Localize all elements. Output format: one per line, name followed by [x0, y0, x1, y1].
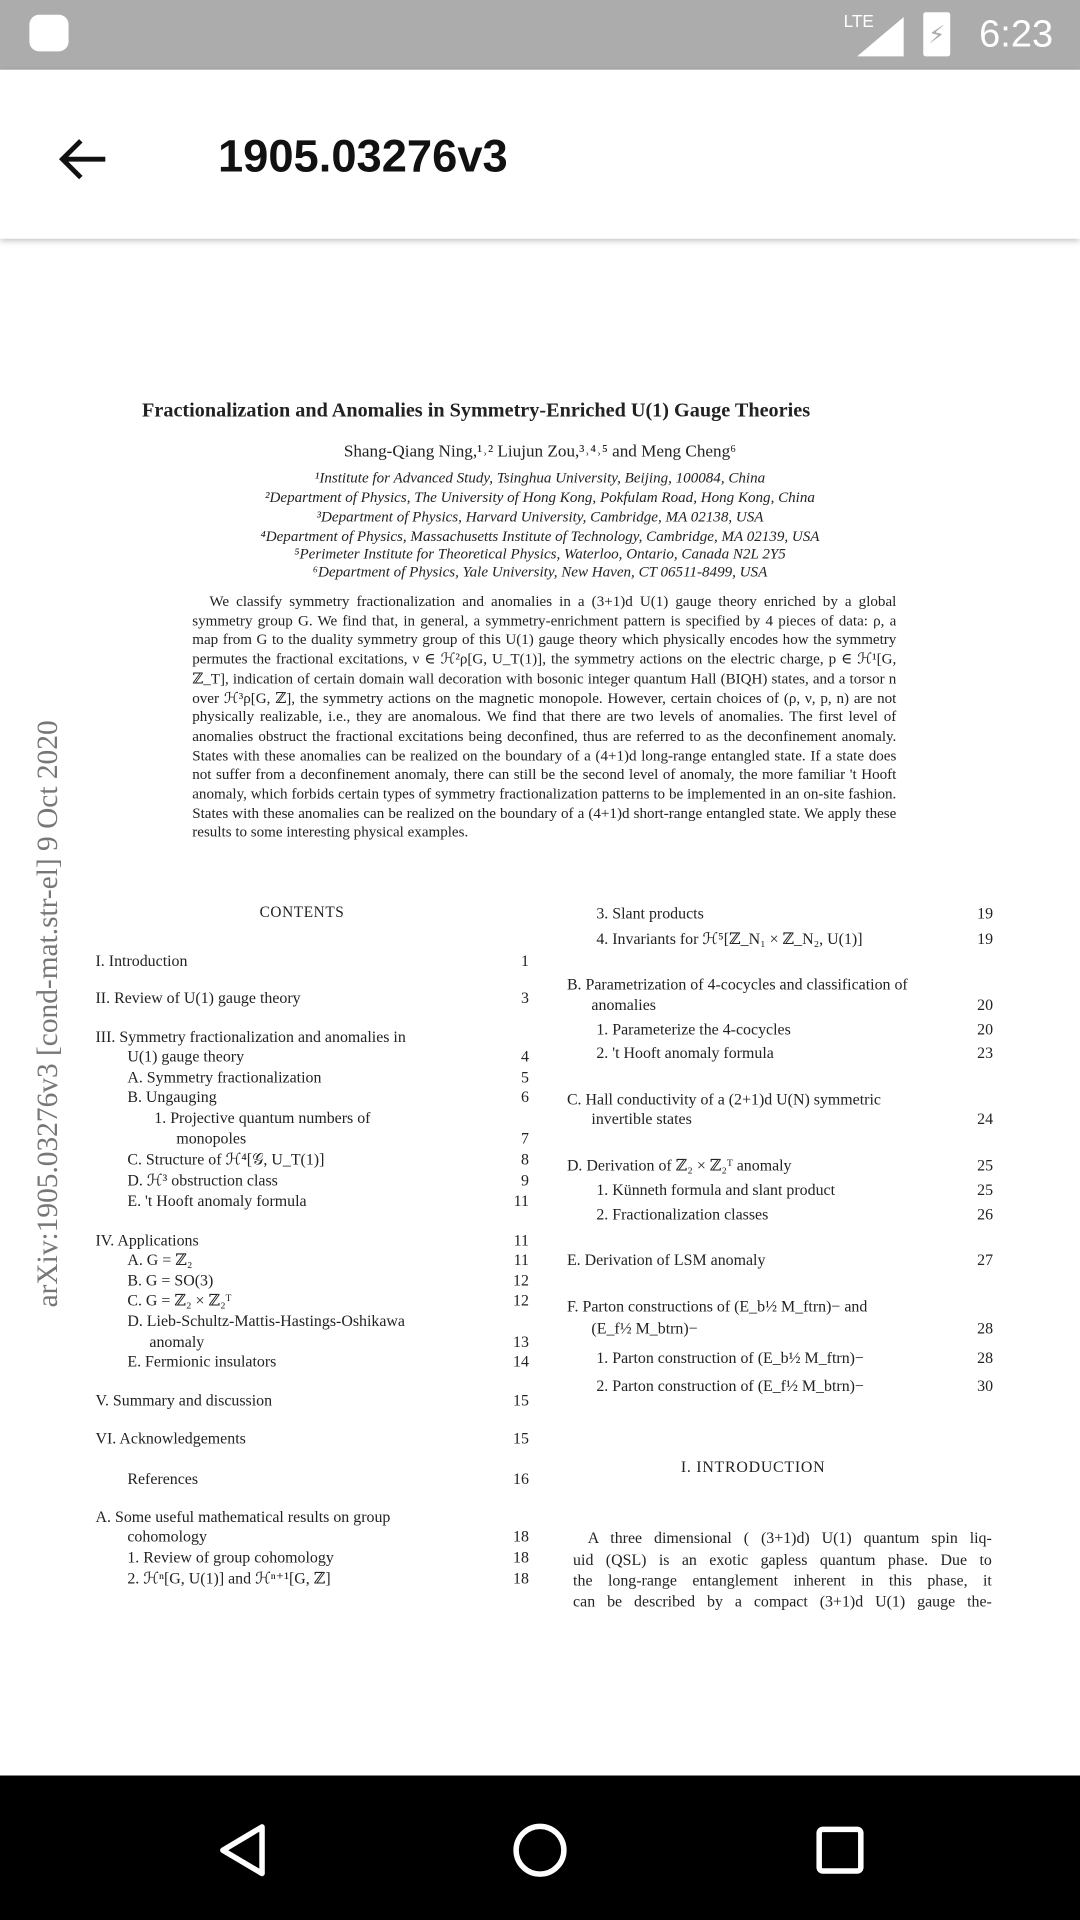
android-notification-icon [29, 15, 68, 52]
toc-entry[interactable]: V. Summary and discussion [95, 1391, 273, 1410]
toc-page: 15 [513, 1428, 529, 1448]
toc-page: 3 [521, 988, 529, 1007]
section-heading-introduction: I. INTRODUCTION [680, 1457, 826, 1476]
toc-entry-cont[interactable]: invertible states [591, 1109, 692, 1128]
back-arrow-icon[interactable] [54, 135, 113, 184]
toc-page: 12 [513, 1290, 529, 1309]
toc-entry[interactable]: D. ℋ³ obstruction class [127, 1170, 278, 1189]
home-circle-icon[interactable] [512, 1822, 568, 1878]
toc-page: 27 [977, 1250, 994, 1269]
toc-entry[interactable]: 1. Projective quantum numbers of [154, 1108, 371, 1127]
toc-entry[interactable]: B. Ungauging [127, 1087, 217, 1106]
recents-square-icon[interactable] [816, 1826, 865, 1875]
abstract: We classify symmetry fractionalization and anomalies in a (3+1)d U(1) gauge theory enriched by a global symmetry group G. We find that, in general, a symmetry-enrichment pattern is specified by 4 pieces of data: ρ, a map from G to the duality symmetry group of this U(1) gauge theory which physically encodes how the symmetry permutes the fractional excitations, ν ∈ ℋ²ρ[G, U_T(1)], the symmetry actions on the electric charge, p ∈ ℋ¹[G, ℤ_T], indication of certain domain wall decoration with bosonic integer quantum Hall (BIQH) states, and a torsor n over ℋ³ρ[G, ℤ], the symmetry actions on the magnetic monopole. However, certain choices of (ρ, ν, p, n) are not physically realizable, i.e., they are anomalous. We find that there are two levels of anomalies. The first level of anomalies obstruct the fractional excitations being deconfined, thus are referred to as the deconfinement anomaly. States with these anomalies can be realized on the boundary of a (4+1)d long-range entangled state. If a state does not suffer from a deconfinement anomaly, there can still be the second level of anomaly, the more familiar 't Hooft anomaly, which forbids certain types of symmetry fractionalization patterns to be implemented in an on-site fashion. States with these anomalies can be realized on the boundary of a (4+1)d short-range entangled state. We apply these results to some interesting physical examples. [192, 592, 897, 841]
toc-page: 8 [521, 1149, 529, 1169]
toc-page: 26 [977, 1204, 994, 1224]
affiliation: ²Department of Physics, The University of Hong Kong, Pokfulam Road, Hong Kong, China [265, 488, 815, 506]
toc-page: 30 [977, 1376, 994, 1395]
toc-page: 5 [521, 1067, 529, 1087]
toc-entry[interactable]: E. 't Hooft anomaly formula [127, 1191, 307, 1210]
intro-line: the long-range entanglement inherent in this phase, it [573, 1571, 992, 1590]
toc-entry[interactable]: III. Symmetry fractionalization and anomalies in [95, 1027, 406, 1046]
toc-entry[interactable]: 1. Review of group cohomology [127, 1547, 334, 1567]
clock: 6:23 [979, 12, 1054, 56]
toc-entry-cont[interactable]: U(1) gauge theory [127, 1046, 245, 1066]
status-bar [0, 0, 1080, 70]
toc-entry[interactable]: 1. Parameterize the 4-cocycles [596, 1020, 791, 1039]
app-bar [0, 70, 1080, 239]
toc-page: 28 [977, 1348, 994, 1367]
toc-page: 14 [513, 1351, 529, 1371]
toc-page: 12 [513, 1271, 529, 1290]
paper-authors: Shang-Qiang Ning,¹˒² Liujun Zou,³˒⁴˒⁵ and Meng Cheng⁶ [343, 443, 737, 462]
toc-entry[interactable]: D. Lieb-Schultz-Mattis-Hastings-Oshikawa [127, 1311, 405, 1330]
toc-entry[interactable]: B. G = SO(3) [127, 1271, 214, 1290]
toc-entry[interactable]: D. Derivation of ℤ₂ × ℤ₂ᵀ anomaly [566, 1155, 792, 1175]
affiliation: ⁶Department of Physics, Yale University, New Haven, CT 06511-8499, USA [312, 563, 768, 581]
toc-entry-cont[interactable]: cohomology [127, 1526, 207, 1546]
toc-entry[interactable]: E. Fermionic insulators [127, 1351, 277, 1371]
toc-page: 18 [513, 1547, 529, 1567]
intro-line: uid (QSL) is an exotic gapless quantum phase. Due to [573, 1550, 992, 1569]
toc-entry-cont[interactable]: anomaly [149, 1332, 205, 1351]
signal-icon [857, 17, 904, 56]
toc-page: 25 [977, 1180, 994, 1199]
toc-page: 11 [513, 1230, 529, 1249]
toc-entry-cont[interactable]: monopoles [176, 1128, 247, 1148]
toc-entry[interactable]: F. Parton constructions of (E_b½ M_ftrn)− and [566, 1296, 868, 1316]
toc-entry[interactable]: 2. Parton construction of (E_f½ M_btrn)− [596, 1376, 864, 1395]
toc-entry[interactable]: References [127, 1469, 199, 1488]
intro-line: can be described by a compact (3+1)d U(1) gauge the- [573, 1591, 992, 1611]
toc-page: 18 [513, 1568, 529, 1587]
toc-entry[interactable]: A. Symmetry fractionalization [127, 1067, 322, 1087]
toc-page: 11 [513, 1191, 529, 1210]
toc-entry[interactable]: C. Hall conductivity of a (2+1)d U(N) symmetric [566, 1089, 881, 1109]
toc-entry[interactable]: A. Some useful mathematical results on group [95, 1507, 391, 1526]
toc-entry[interactable]: VI. Acknowledgements [95, 1428, 246, 1448]
toc-page: 19 [977, 929, 994, 948]
toc-entry[interactable]: IV. Applications [95, 1230, 199, 1249]
toc-page: 25 [977, 1155, 994, 1175]
affiliation: ⁴Department of Physics, Massachusetts Institute of Technology, Cambridge, MA 02139, USA [260, 527, 820, 545]
toc-page: 13 [513, 1332, 529, 1351]
toc-entry[interactable]: 3. Slant products [596, 903, 704, 923]
toc-page: 15 [513, 1391, 529, 1410]
toc-entry[interactable]: 1. Parton construction of (E_b½ M_ftrn)− [596, 1348, 864, 1367]
toc-page: 28 [977, 1318, 994, 1338]
toc-page: 4 [521, 1046, 529, 1066]
toc-entry[interactable]: C. Structure of ℋ⁴[𝒢, U_T(1)] [127, 1149, 325, 1169]
toc-page: 20 [977, 995, 994, 1014]
toc-page: 24 [977, 1109, 994, 1128]
document-title: 1905.03276v3 [217, 131, 508, 182]
toc-entry[interactable]: C. G = ℤ₂ × ℤ₂ᵀ [127, 1290, 232, 1309]
navigation-bar [0, 1776, 1080, 1920]
toc-entry[interactable]: 2. Fractionalization classes [596, 1204, 769, 1224]
contents-heading: CONTENTS [259, 903, 345, 921]
toc-entry[interactable]: 2. 't Hooft anomaly formula [596, 1043, 774, 1062]
toc-page: 1 [521, 951, 529, 970]
toc-entry[interactable]: B. Parametrization of 4-cocycles and classification of [566, 974, 908, 994]
affiliation: ⁵Perimeter Institute for Theoretical Physics, Waterloo, Ontario, Canada N2L 2Y5 [294, 544, 786, 563]
toc-entry[interactable]: 1. Künneth formula and slant product [596, 1180, 836, 1199]
toc-entry-cont[interactable]: anomalies [591, 995, 656, 1014]
paper-title: Fractionalization and Anomalies in Symmetry-Enriched U(1) Gauge Theories [142, 397, 811, 422]
affiliation: ³Department of Physics, Harvard University, Cambridge, MA 02138, USA [316, 508, 764, 526]
battery-charging-icon: ⚡ [923, 12, 950, 56]
toc-page: 16 [513, 1469, 529, 1488]
toc-entry[interactable]: 2. ℋⁿ[G, U(1)] and ℋⁿ⁺¹[G, ℤ] [127, 1568, 331, 1587]
toc-entry[interactable]: E. Derivation of LSM anomaly [566, 1250, 766, 1269]
toc-entry[interactable]: A. G = ℤ₂ [127, 1250, 193, 1269]
toc-entry-cont[interactable]: (E_f½ M_btrn)− [591, 1318, 698, 1338]
toc-entry[interactable]: I. Introduction [95, 951, 188, 970]
arxiv-side-label: arXiv:1905.03276v3 [cond-mat.str-el] 9 Oct 2020 [32, 720, 65, 1308]
intro-line: A three dimensional ( (3+1)d) U(1) quantum spin liq- [587, 1528, 992, 1547]
toc-page: 7 [521, 1128, 529, 1148]
toc-page: 9 [521, 1170, 529, 1189]
toc-page: 20 [977, 1020, 994, 1039]
toc-page: 19 [977, 903, 994, 923]
toc-page: 23 [977, 1043, 994, 1062]
toc-entry[interactable]: II. Review of U(1) gauge theory [95, 988, 301, 1007]
toc-page: 18 [513, 1526, 529, 1546]
toc-page: 6 [521, 1087, 529, 1106]
back-triangle-icon[interactable] [216, 1822, 270, 1878]
network-label: LTE [843, 11, 874, 31]
toc-page: 11 [513, 1250, 529, 1269]
affiliation: ¹Institute for Advanced Study, Tsinghua University, Beijing, 100084, China [314, 468, 766, 487]
toc-entry[interactable]: 4. Invariants for ℋ⁵[ℤ_N₁ × ℤ_N₂, U(1)] [596, 929, 863, 948]
